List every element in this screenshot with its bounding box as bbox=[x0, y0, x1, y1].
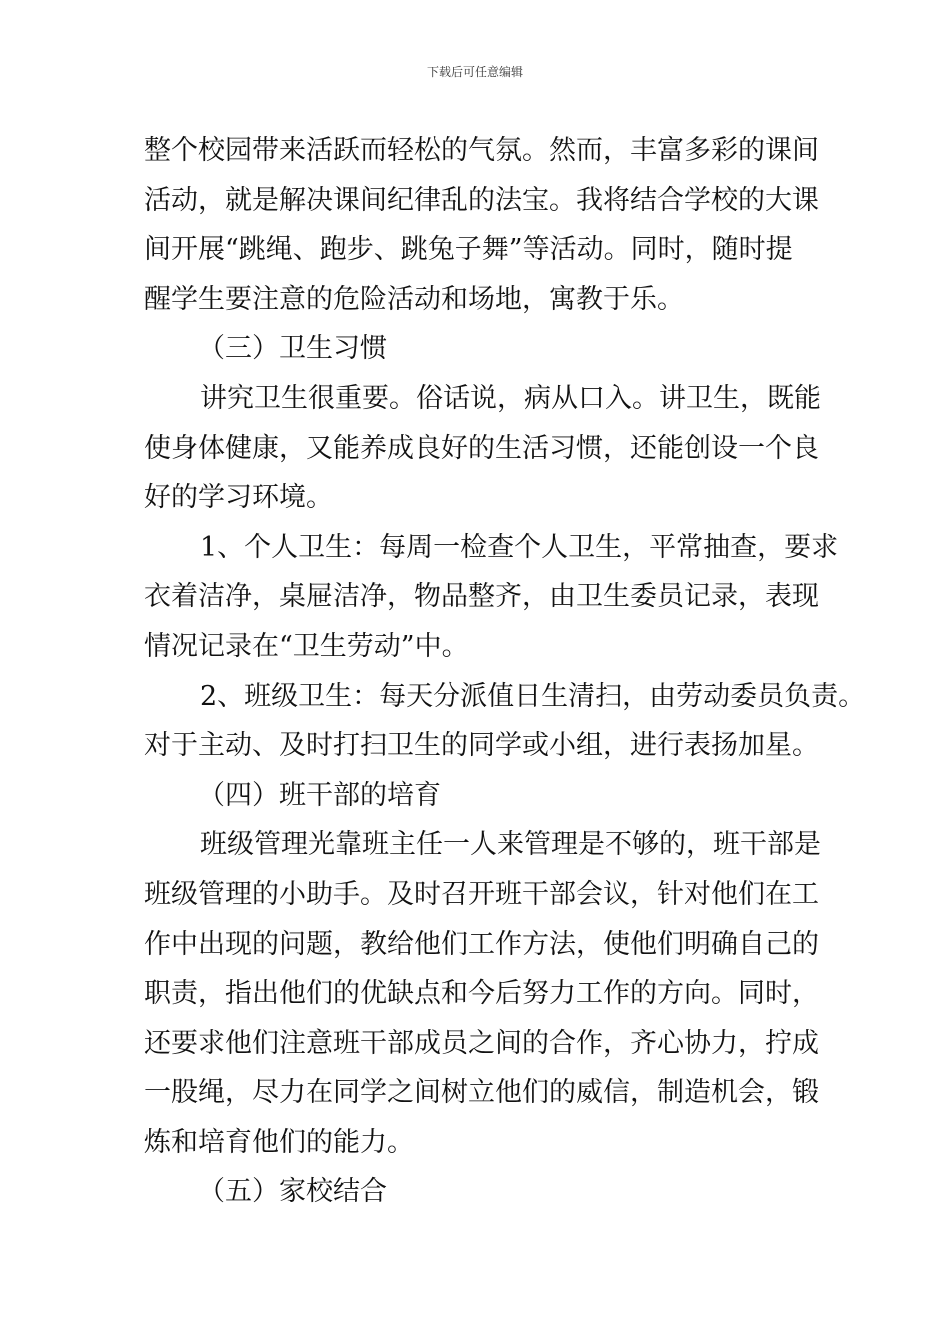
text-line: 作中出现的问题，教给他们工作方法，使他们明确自己的 bbox=[144, 928, 819, 960]
text-line: 好的学习环境。 bbox=[144, 482, 333, 514]
text-line: 讲究卫生很重要。俗话说，病从口入。讲卫生，既能 bbox=[200, 382, 821, 414]
text-line: 整个校园带来活跃而轻松的气氛。然而，丰富多彩的课间 bbox=[144, 135, 819, 166]
text-line: 使身体健康，又能养成良好的生活习惯，还能创设一个良 bbox=[144, 432, 819, 464]
text-line: 1、个人卫生：每周一检查个人卫生，平常抽查，要求 bbox=[200, 531, 839, 563]
text-line: 职责，指出他们的优缺点和今后努力工作的方向。同时， bbox=[144, 978, 819, 1010]
text-line: 班级管理的小助手。及时召开班干部会议，针对他们在工 bbox=[144, 878, 819, 910]
text-line: 对于主动、及时打扫卫生的同学或小组，进行表扬加星。 bbox=[144, 730, 819, 762]
section-heading: （五）家校结合 bbox=[198, 1176, 387, 1208]
text-line: 醒学生要注意的危险活动和场地，寓教于乐。 bbox=[144, 283, 684, 315]
text-line: 班级管理光靠班主任一人来管理是不够的，班干部是 bbox=[200, 829, 821, 861]
section-heading: （四）班干部的培育 bbox=[198, 779, 441, 811]
section-heading: （三）卫生习惯 bbox=[198, 333, 387, 365]
document-body bbox=[144, 126, 866, 1217]
text-line: 活动，就是解决课间纪律乱的法宝。我将结合学校的大课 bbox=[144, 184, 819, 216]
text-line: 情况记录在“卫生劳动”中。 bbox=[144, 630, 469, 662]
text-line: 间开展“跳绳、跑步、跳兔子舞”等活动。同时，随时提 bbox=[144, 234, 793, 266]
text-line: 还要求他们注意班干部成员之间的合作，齐心协力，拧成 bbox=[144, 1027, 819, 1059]
text-line: 衣着洁净，桌屉洁净，物品整齐，由卫生委员记录，表现 bbox=[144, 581, 819, 613]
text-line: 一股绳，尽力在同学之间树立他们的威信，制造机会，锻 bbox=[144, 1077, 819, 1109]
page-header: 下载后可任意编辑 bbox=[426, 65, 523, 79]
text-line: 炼和培育他们的能力。 bbox=[144, 1126, 414, 1158]
text-line: 2、班级卫生：每天分派值日生清扫，由劳动委员负责。 bbox=[200, 680, 866, 712]
